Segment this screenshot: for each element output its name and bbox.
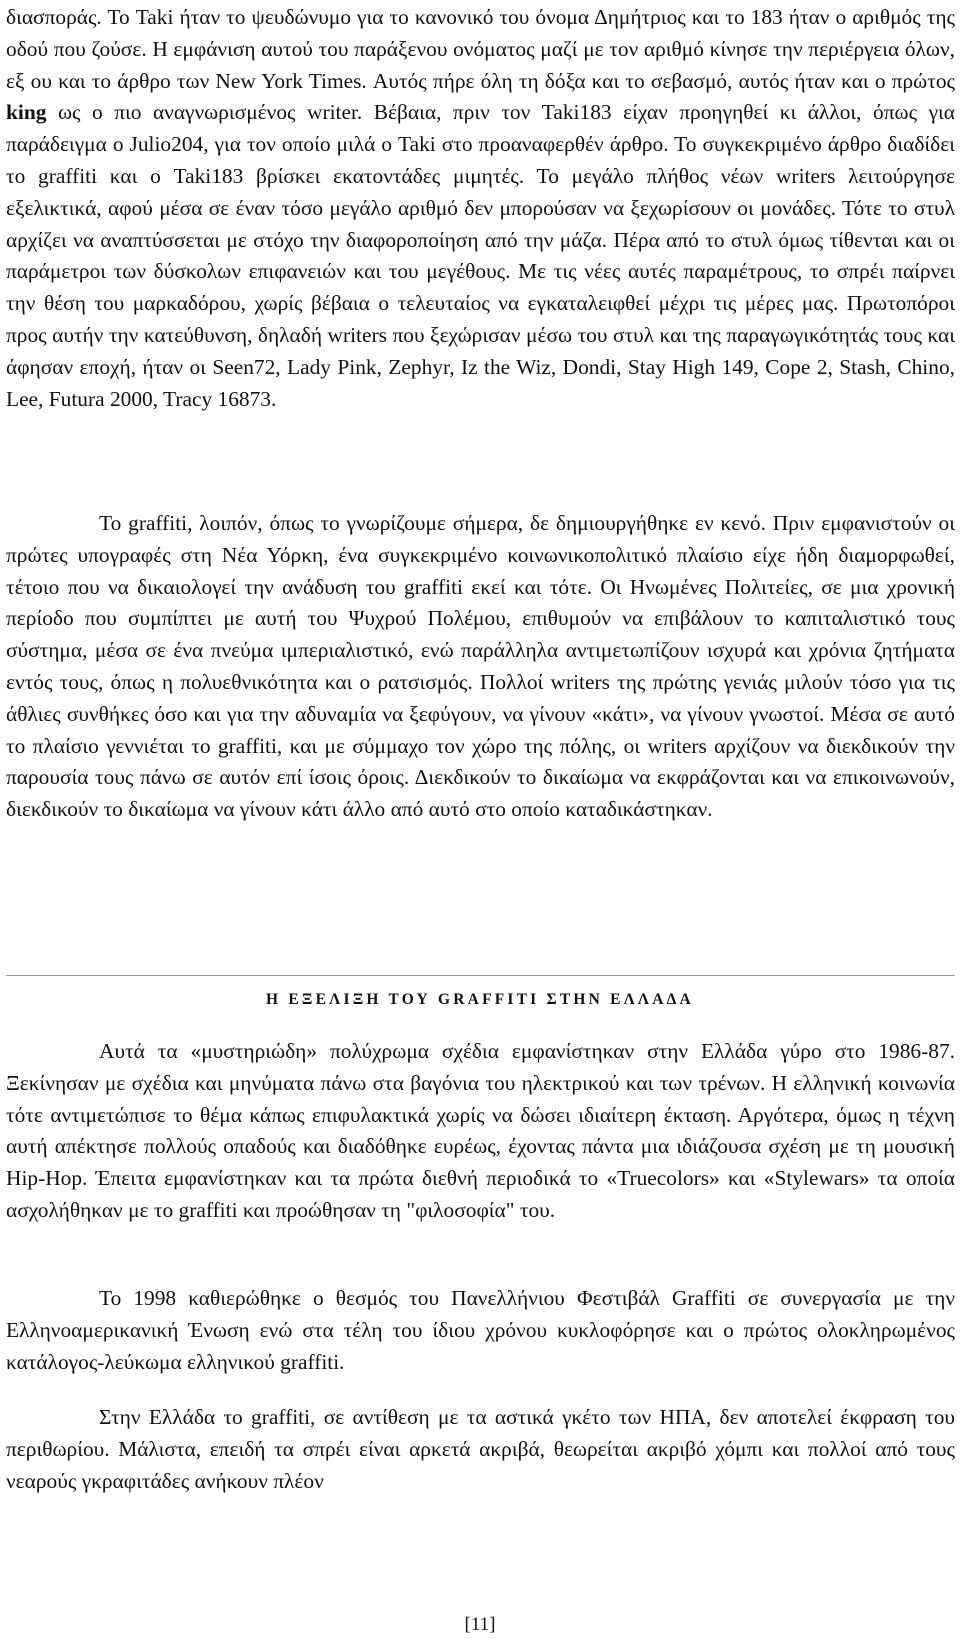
- paragraph-festival-1998: Το 1998 καθιερώθηκε ο θεσμός του Πανελλήνιου Φεστιβάλ Graffiti σε συνεργασία με την Ελληνοαμερικανική Ένωση ενώ στα τέλη του ίδιου χρόνου κυκλοφόρησε και ο πρώτος ολοκληρωμένος κατάλογος-λεύκωμα ελληνικού graffiti.: [6, 1286, 955, 1374]
- paragraph-taki183-text-start: διασποράς. Το Taki ήταν το ψευδώνυμο για το κανονικό του όνομα Δημήτριος και το 183 ήταν ο αριθμός της οδού που ζούσε. Η εμφάνιση αυτού του παράξενου ονόματος μαζί με τον αριθμό κίνησε την περιέργεια όλων, εξ ου και το άρθρο των New York Times. Αυτός πήρε όλη τη δόξα και το σεβασμό, αυτός ήταν και ο πρώτος: [6, 5, 955, 93]
- paragraph-taki183-text-end: ως ο πιο αναγνωρισμένος writer. Βέβαια, πριν τον Taki183 είχαν προηγηθεί κι άλλοι, όπως για παράδειγμα ο Julio204, για τον οποίο μιλά ο Taki στο προαναφερθέν άρθρο. Το συγκεκριμένο άρθρο διαδίδει το graffiti και ο Taki183 βρίσκει εκατοντάδες μιμητές. Το μεγάλο πλήθος νέων writers λειτούργησε εξελικτικά, αφού μέσα σε έναν τόσο μεγάλο αριθμό δεν μπορούσαν να ξεχωρίσουν οι μονάδες. Τότε το στυλ αρχίζει να αναπτύσσεται με στόχο την διαφοροποίηση από την μάζα. Πέρα από το στυλ όμως τίθενται και οι παράμετροι των δύσκολων επιφανειών και του μεγέθους. Με τις νέες αυτές παραμέτρους, το σπρέι παίρνει την θέση του μαρκαδόρου, χωρίς βέβαια ο τελευταίος να εγκαταλειφθεί μέχρι τις μέρες μας. Πρωτοπόροι προς αυτήν την κατεύθυνση, δηλαδή writers που ξεχώρισαν μέσω του στυλ και της παραγωγικότητάς τους και άφησαν εποχή, ήταν οι Seen72, Lady Pink, Zephyr, Iz the Wiz, Dondi, Stay High 149, Cope 2, Stash, Chino, Lee, Futura 2000, Tracy 16873.: [6, 100, 955, 411]
- paragraph-taki183: [6, 2, 955, 415]
- page-number: [11]: [464, 1614, 496, 1635]
- section-heading: Η ΕΞΕΛΙΞΗ ΤΟΥ GRAFFITI ΣΤΗΝ ΕΛΛΑΔΑ: [266, 991, 694, 1008]
- bold-term-king: king: [6, 100, 47, 125]
- section-divider: [6, 975, 955, 976]
- paragraph-social-context: Το graffiti, λοιπόν, όπως το γνωρίζουμε σήμερα, δε δημιουργήθηκε εν κενό. Πριν εμφανιστούν οι πρώτες υπογραφές στη Νέα Υόρκη, ένα συγκεκριμένο κοινωνικοπολιτικό πλαίσιο είχε ήδη διαμορφωθεί, τέτοιο που να δικαιολογεί την ανάδυση του graffiti εκεί και τότε. Οι Ηνωμένες Πολιτείες, σε μια χρονική περίοδο που συμπίπτει με αυτή του Ψυχρού Πολέμου, επιθυμούν να επιβάλουν το καπιταλιστικό τους σύστημα, μέσα σε ένα πνεύμα ιμπεριαλιστικό, ενώ παράλληλα αντιμετωπίζουν ισχυρά και χρόνια ζητήματα εντός τους, όπως η πολυεθνικότητα και ο ρατσισμός. Πολλοί writers της πρώτης γενιάς μιλούν τόσο για τις άθλιες συνθήκες όσο και για την αδυναμία να ξεφύγουν, να γίνουν «κάτι», να γίνουν γνωστοί. Μέσα σε αυτό το πλαίσιο γεννιέται το graffiti, και με σύμμαχο τον χώρο της πόλης, οι writers αρχίζουν να διεκδικούν την παρουσία τους πάνω σε αυτόν επί ίσοις όροις. Διεκδικούν το δικαίωμα να εκφράζονται και να επικοινωνούν, διεκδικούν το δικαίωμα να γίνουν κάτι άλλο από αυτό στο οποίο καταδικάστηκαν.: [6, 511, 955, 822]
- paragraph-greece-vs-usa: Στην Ελλάδα το graffiti, σε αντίθεση με τα αστικά γκέτο των ΗΠΑ, δεν αποτελεί έκφραση του περιθωρίου. Μάλιστα, επειδή τα σπρέι είναι αρκετά ακριβά, θεωρείται ακριβό χόμπι και πολλοί από τους νεαρούς γκραφιτάδες ανήκουν πλέον: [6, 1405, 955, 1493]
- paragraph-graffiti-greece: Αυτά τα «μυστηριώδη» πολύχρωμα σχέδια εμφανίστηκαν στην Ελλάδα γύρο στο 1986-87. Ξεκίνησαν με σχέδια και μηνύματα πάνω στα βαγόνια του ηλεκτρικού και των τρένων. Η ελληνική κοινωνία τότε αντιμετώπισε το θέμα κάπως επιφυλακτικά χωρίς να δώσει ιδιαίτερη έκταση. Αργότερα, όμως η τέχνη αυτή απέκτησε πολλούς οπαδούς και διαδόθηκε ευρέως, έχοντας πάντα μια ιδιάζουσα σχέση με τη μουσική Hip-Hop. Έπειτα εμφανίστηκαν και τα πρώτα διεθνή περιοδικά το «Truecolors» και «Stylewars» τα οποία ασχολήθηκαν με το graffiti και προώθησαν τη "φιλοσοφία" του.: [6, 1039, 955, 1222]
